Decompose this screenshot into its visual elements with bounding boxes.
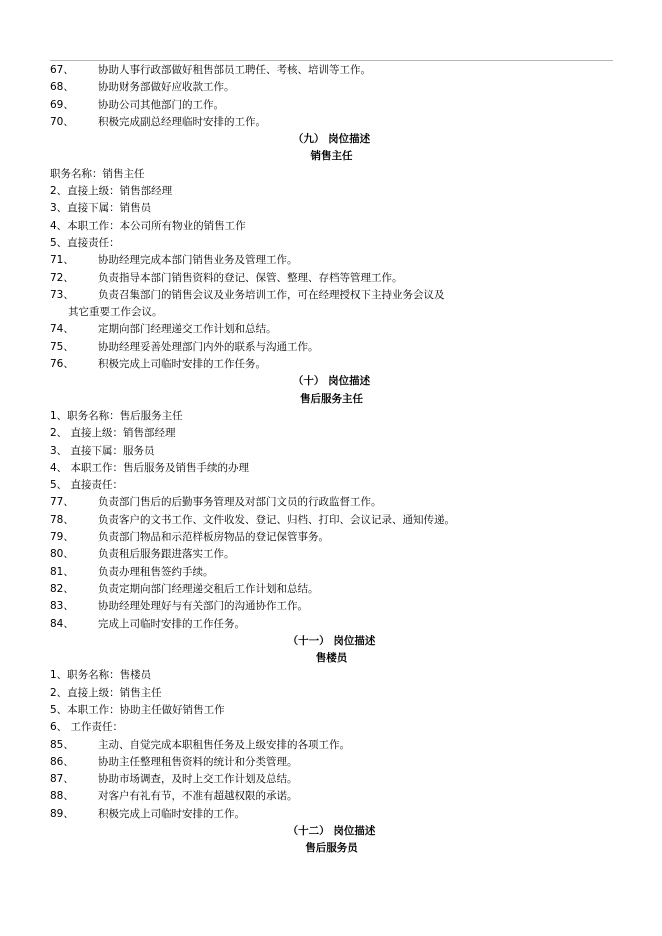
duty-text: 负责办理租售签约手续。 <box>98 565 214 578</box>
duty-item <box>50 546 613 563</box>
duty-item <box>50 529 613 546</box>
duty-number: 68、 <box>50 81 74 94</box>
field-line: 3、 直接下属：服务员 <box>50 444 155 457</box>
duty-text: 负责部门售后的后勤事务管理及对部门文员的行政监督工作。 <box>98 496 382 509</box>
field-line: 6、 工作责任： <box>50 721 124 734</box>
duty-text: 协助经理处理好与有关部门的沟通协作工作。 <box>98 600 308 613</box>
duty-number: 84、 <box>50 617 74 630</box>
duty-number: 76、 <box>50 358 74 371</box>
section-heading: （十） 岗位描述 <box>292 375 371 388</box>
duty-text: 协助经理完成本部门销售业务及管理工作。 <box>98 254 298 267</box>
duty-text: 协助市场调查，及时上交工作计划及总结。 <box>98 773 298 786</box>
duty-text: 负责租后服务跟进落实工作。 <box>98 548 235 561</box>
field-line: 3、直接下属：销售员 <box>50 202 152 215</box>
duty-item <box>50 771 613 788</box>
duty-item <box>50 598 613 615</box>
duty-number: 72、 <box>50 271 74 284</box>
duty-item <box>50 494 613 511</box>
duty-number: 87、 <box>50 773 74 786</box>
duty-number: 79、 <box>50 531 74 544</box>
continuation-line: 其它重要工作会议。 <box>68 306 163 319</box>
duty-text: 协助公司其他部门的工作。 <box>98 98 224 111</box>
duty-item <box>50 788 613 805</box>
duty-text: 协助经理妥善处理部门内外的联系与沟通工作。 <box>98 340 319 353</box>
duty-item <box>50 270 613 287</box>
field-line: 2、直接上级：销售部经理 <box>50 185 173 198</box>
duty-text: 定期向部门经理递交工作计划和总结。 <box>98 323 277 336</box>
duty-text: 积极完成上司临时安排的工作。 <box>98 807 245 820</box>
duty-number: 71、 <box>50 254 74 267</box>
duty-item <box>50 252 613 269</box>
duty-number: 67、 <box>50 64 74 76</box>
field-line: 5、本职工作：协助主任做好销售工作 <box>50 703 225 716</box>
field-line: 1、职务名称：售后服务主任 <box>50 409 183 422</box>
duty-text: 负责定期向部门经理递交租后工作计划和总结。 <box>98 582 319 595</box>
section-heading: 售后服务员 <box>305 842 358 855</box>
field-line: 5、 直接责任： <box>50 479 124 492</box>
duty-item <box>50 512 613 529</box>
section-heading: 售楼员 <box>315 652 348 665</box>
duty-text: 负责部门物品和示范样板房物品的登记保管事务。 <box>98 531 329 544</box>
field-line: 1、职务名称：售楼员 <box>50 669 152 682</box>
field-line: 2、直接上级：销售主任 <box>50 686 162 699</box>
duty-number: 74、 <box>50 323 74 336</box>
duty-item <box>50 321 613 338</box>
duty-number: 83、 <box>50 600 74 613</box>
duty-number: 78、 <box>50 513 74 526</box>
section-heading: （十二） 岗位描述 <box>287 825 376 838</box>
duty-item <box>50 737 613 754</box>
duty-number: 80、 <box>50 548 74 561</box>
duty-number: 75、 <box>50 340 74 353</box>
section-heading: （九） 岗位描述 <box>292 133 371 146</box>
duty-item <box>50 114 613 131</box>
duty-number: 73、 <box>50 288 74 301</box>
duty-number: 86、 <box>50 755 74 768</box>
duty-item <box>50 356 613 373</box>
duty-item <box>50 97 613 114</box>
duty-text: 积极完成副总经理临时安排的工作。 <box>98 115 266 128</box>
duty-number: 81、 <box>50 565 74 578</box>
duty-number: 70、 <box>50 115 74 128</box>
duty-text: 协助财务部做好应收款工作。 <box>98 81 235 94</box>
document-body <box>50 62 613 858</box>
duty-text: 积极完成上司临时安排的工作任务。 <box>98 358 266 371</box>
duty-item <box>50 62 613 79</box>
header-rule <box>50 60 613 61</box>
duty-text: 协助主任整理租售资料的统计和分类管理。 <box>98 755 298 768</box>
duty-text: 主动、自觉完成本职租售任务及上级安排的各项工作。 <box>98 738 350 751</box>
duty-number: 77、 <box>50 496 74 509</box>
duty-item <box>50 287 613 304</box>
section-heading: （十一） 岗位描述 <box>287 634 376 647</box>
duty-item <box>50 564 613 581</box>
duty-item <box>50 806 613 823</box>
field-line: 4、本职工作：本公司所有物业的销售工作 <box>50 219 246 232</box>
duty-number: 85、 <box>50 738 74 751</box>
field-line: 2、 直接上级：销售部经理 <box>50 427 176 440</box>
duty-item <box>50 754 613 771</box>
duty-item <box>50 581 613 598</box>
duty-item <box>50 79 613 96</box>
section-heading: 销售主任 <box>310 150 353 163</box>
duty-number: 88、 <box>50 790 74 803</box>
field-line: 职务名称：销售主任 <box>50 167 145 180</box>
duty-text: 负责客户的文书工作、文件收发、登记、归档、打印、会议记录、通知传递。 <box>98 513 455 526</box>
duty-number: 82、 <box>50 582 74 595</box>
duty-number: 69、 <box>50 98 74 111</box>
duty-text: 负责指导本部门销售资料的登记、保管、整理、存档等管理工作。 <box>98 271 403 284</box>
field-line: 4、 本职工作：售后服务及销售手续的办理 <box>50 461 250 474</box>
duty-text: 完成上司临时安排的工作任务。 <box>98 617 245 630</box>
duty-text: 负责召集部门的销售会议及业务培训工作，可在经理授权下主持业务会议及 <box>98 288 445 301</box>
duty-item <box>50 616 613 633</box>
duty-item <box>50 339 613 356</box>
field-line: 5、直接责任： <box>50 236 120 249</box>
duty-text: 协助人事行政部做好租售部员工聘任、考核、培训等工作。 <box>98 64 371 76</box>
duty-number: 89、 <box>50 807 74 820</box>
duty-text: 对客户有礼有节，不准有超越权限的承诺。 <box>98 790 298 803</box>
section-heading: 售后服务主任 <box>300 392 363 405</box>
